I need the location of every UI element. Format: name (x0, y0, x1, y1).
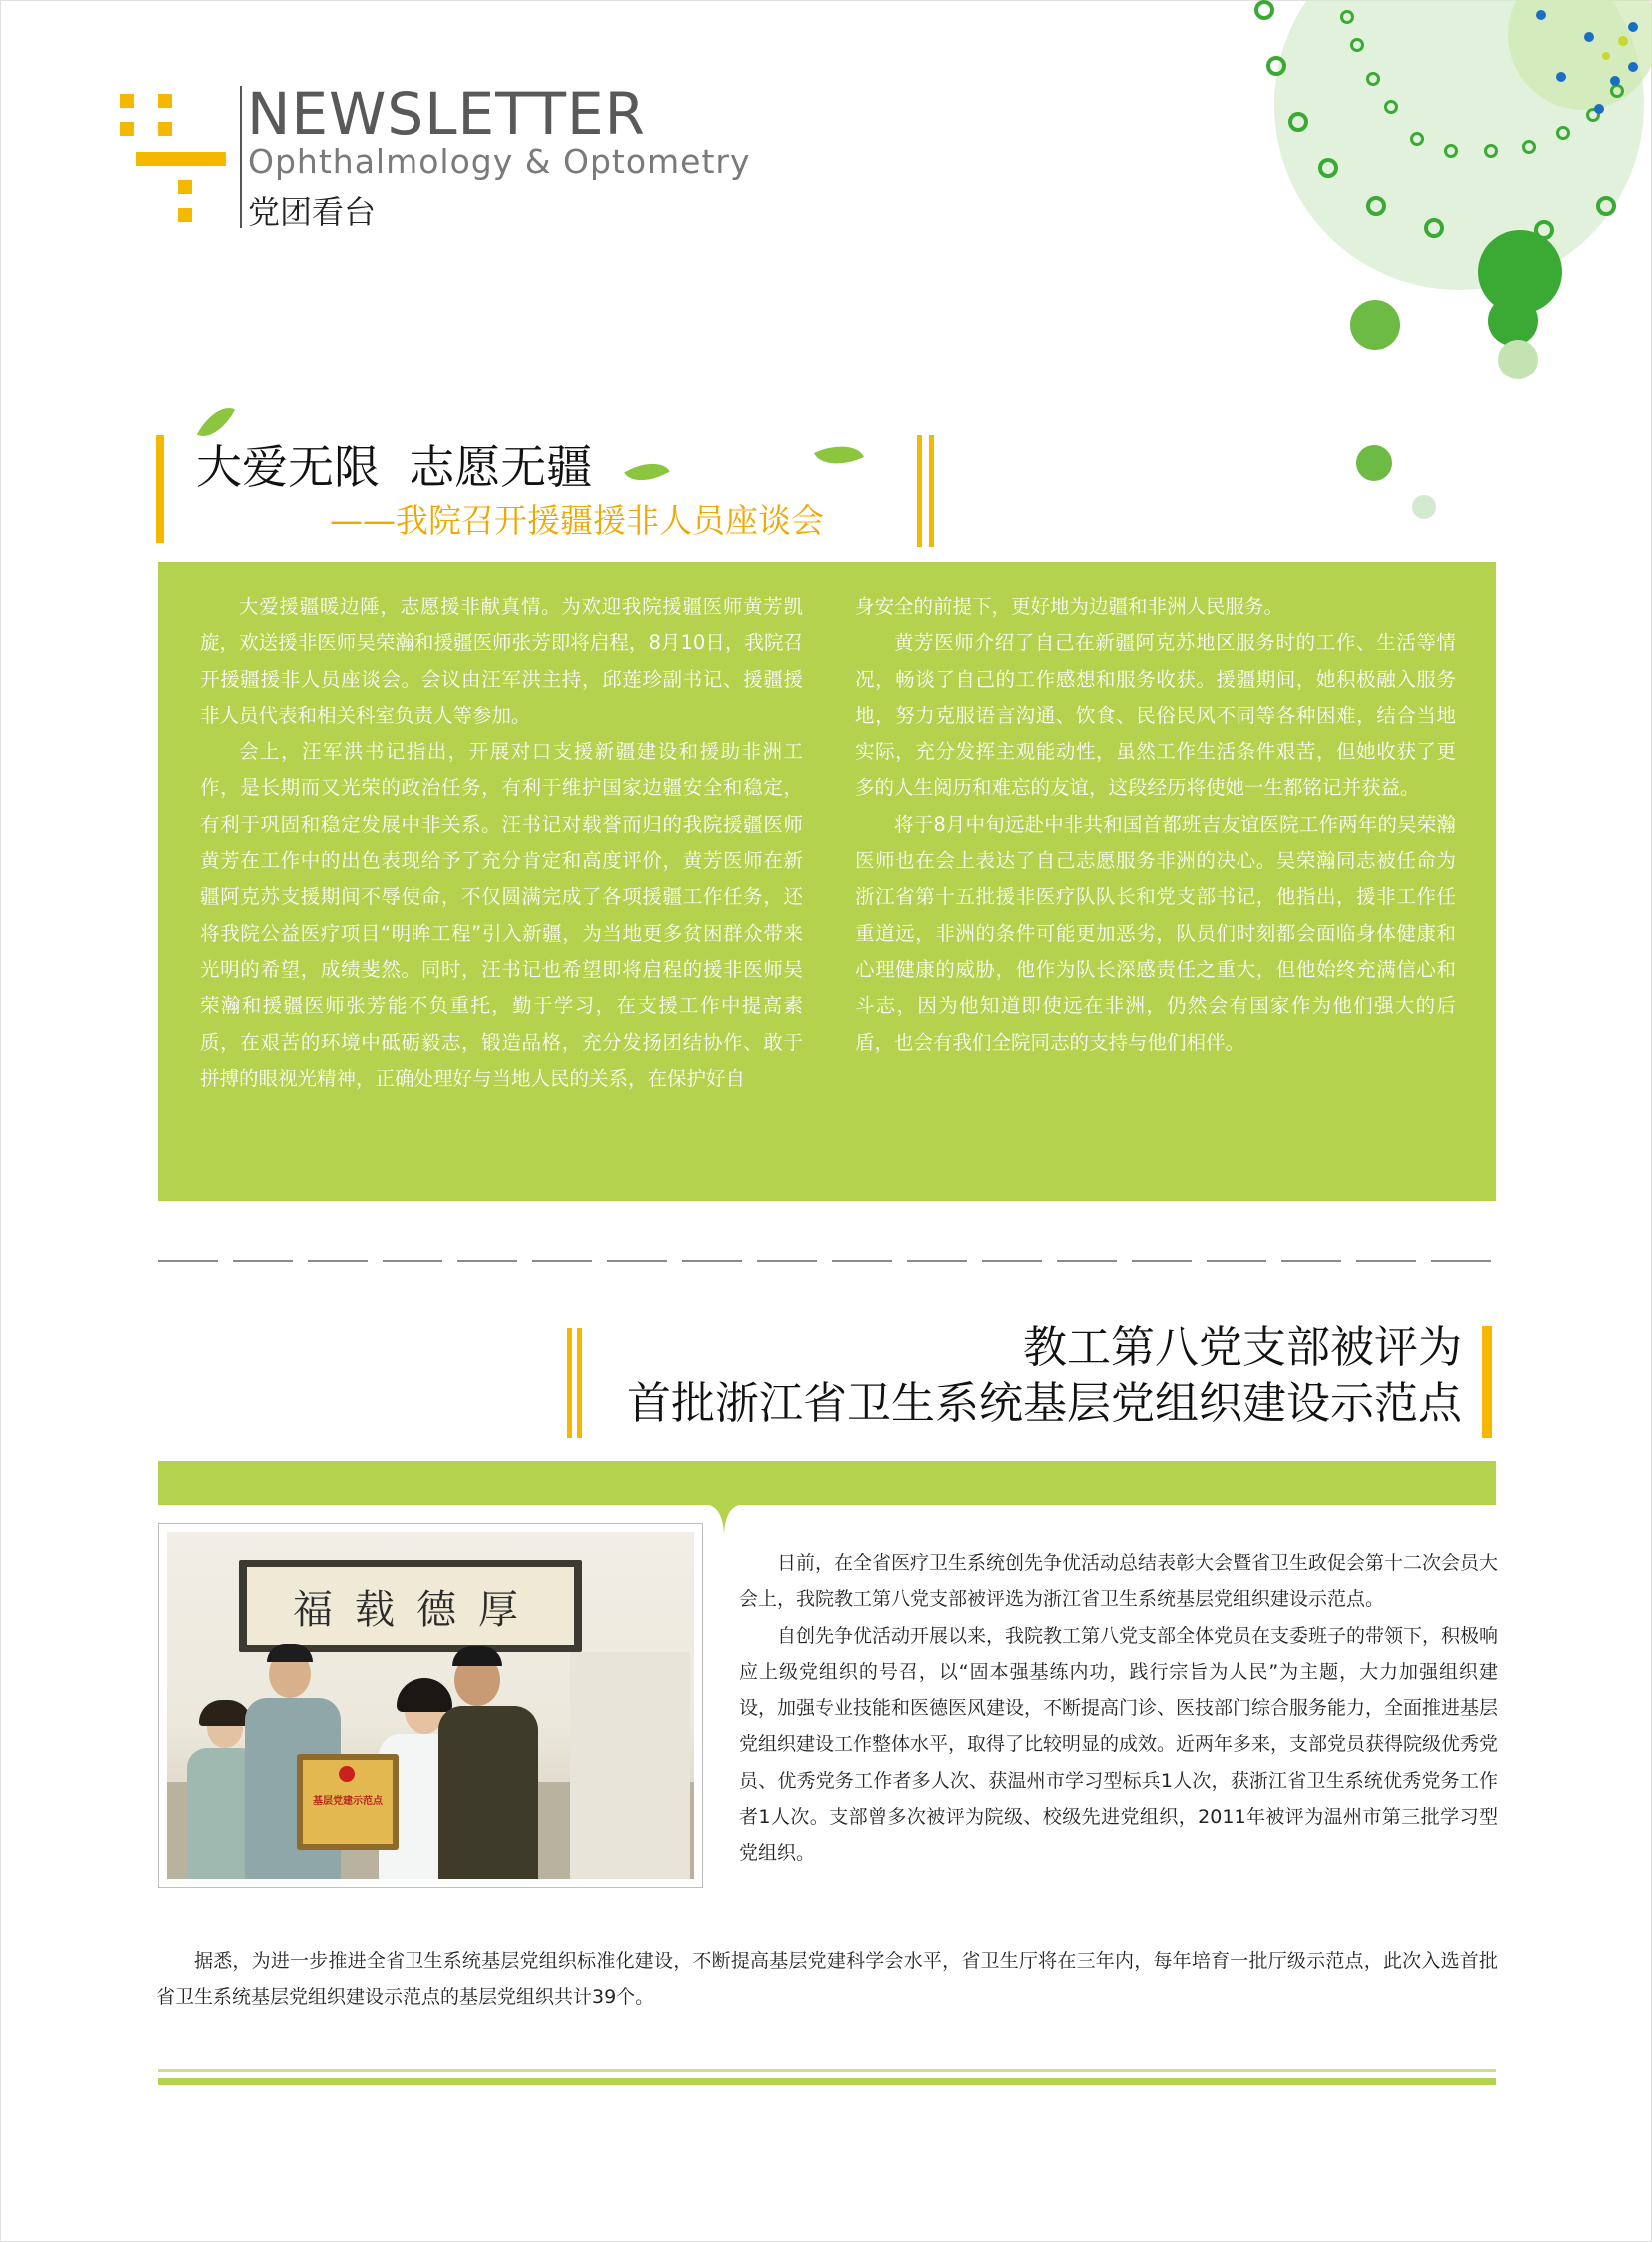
masthead-divider (240, 86, 242, 228)
paragraph: 大爱援疆暖边陲，志愿援非献真情。为欢迎我院援疆医师黄芳凯旋，欢送援非医师吴荣瀚和援疆医师张芳即将启程，8月10日，我院召开援疆援非人员座谈会。会议由汪军洪主持，邱莲珍副书记、援疆援非人员代表和相关科室负责人等参加。 (200, 595, 803, 727)
decorative-ring (1340, 10, 1354, 24)
article-header-band (158, 1461, 1496, 1505)
dash-segment (982, 1260, 1042, 1262)
title-bracket-left (156, 435, 164, 543)
decorative-dot (1602, 52, 1610, 60)
title-bracket-right (929, 435, 934, 547)
masthead-title: NEWSLETTER (247, 80, 646, 148)
paragraph: 自创先争优活动开展以来，我院教工第八党支部全体党员在支委班子的带领下，积极响应上级党组织的号召，以“固本强基练内功，践行宗旨为人民”为主题，大力加强组织建设，加强专业技能和医德医风建设，不断提高门诊、医技部门综合服务能力，全面推进基层党组织建设工作整体水平，取得了比较明显的成效。近两年多来，支部党员获得院级优秀党员、优秀党务工作者多人次、获温州市学习型标兵1人次，获浙江省卫生系统优秀党务工作者1人次。支部曾多次被评为院级、校级先进党组织，2011年被评为温州市第三批学习型党组织。 (739, 1624, 1499, 1865)
decorative-ring (1596, 196, 1616, 216)
dash-segment (233, 1260, 293, 1262)
decorative-ring (1266, 56, 1286, 76)
dash-segment (682, 1260, 742, 1262)
footer-rule (158, 2078, 1496, 2085)
dash-segment (1057, 1260, 1117, 1262)
decorative-dot (1498, 340, 1538, 379)
decorative-dot (1412, 495, 1436, 519)
decorative-dot (1536, 10, 1546, 20)
plaque-text: 基层党建示范点 (313, 1796, 383, 1807)
decorative-ring (1522, 140, 1536, 154)
photo-scene (167, 1532, 694, 1879)
dash-segment (1132, 1260, 1192, 1262)
dash-segment (1281, 1260, 1341, 1262)
decorative-ring (1318, 158, 1338, 178)
title-bracket-left (567, 1328, 572, 1438)
decorative-ring (1366, 72, 1380, 86)
dash-segment (383, 1260, 442, 1262)
decorative-dot (1628, 22, 1638, 32)
decorative-ring (1610, 84, 1624, 98)
dash-segment (1207, 1260, 1266, 1262)
decorative-ring (1350, 38, 1364, 52)
decorative-dot (1618, 36, 1628, 46)
decorative-dot (1594, 104, 1604, 114)
decorative-ring (1410, 132, 1424, 146)
dash-segment (907, 1260, 967, 1262)
decorative-dot (1584, 32, 1594, 42)
dash-segment (457, 1260, 517, 1262)
article-column-left (200, 589, 803, 1097)
section-separator (158, 1260, 1482, 1262)
dash-segment (158, 1260, 218, 1262)
article-title: 大爱无限 志愿无疆 (196, 440, 593, 494)
newsletter-logo (120, 92, 230, 232)
dash-segment (1431, 1260, 1491, 1262)
footer-rule (158, 2069, 1496, 2072)
article2-closing (156, 1943, 1498, 2016)
article2-body (739, 1545, 1498, 1871)
dash-segment (757, 1260, 817, 1262)
dash-segment (308, 1260, 368, 1262)
decorative-ring (1556, 126, 1570, 140)
decorative-dot (1488, 296, 1538, 346)
title-bracket-right (1482, 1326, 1492, 1438)
section-name: 党团看台 (248, 193, 377, 231)
article-title-line2: 首批浙江省卫生系统基层党组织建设示范点 (627, 1378, 1462, 1429)
paragraph: 将于8月中旬远赴中非共和国首都班吉友谊医院工作两年的吴荣瀚医师也在会上表达了自己志愿服务非洲的决心。吴荣瀚同志被任命为浙江省第十五批援非医疗队队长和党支部书记，他指出，援非工作任重道远，非洲的条件可能更加恶劣，队员们时刻都会面临身体健康和心理健康的威胁，他作为队长深感责任之重大，但他始终充满信心和斗志，因为他知道即使远在非洲，仍然会有国家作为他们强大的后盾，也会有我们全院同志的支持与他们相伴。 (855, 812, 1456, 1054)
article-subtitle: ——我院召开援疆援非人员座谈会 (330, 501, 824, 540)
paragraph: 黄芳医师介绍了自己在新疆阿克苏地区服务时的工作、生活等情况，畅谈了自己的工作感想和服务收获。援疆期间，她积极融入服务地，努力克服语言沟通、饮食、民俗民风不同等各种困难，结合当地实际，充分发挥主观能动性，虽然工作生活条件艰苦，但她收获了更多的人生阅历和难忘的友谊，这段经历将使她一生都铭记并获益。 (855, 631, 1456, 800)
article-column-right (855, 589, 1456, 1061)
dash-segment (607, 1260, 667, 1262)
dash-segment (532, 1260, 592, 1262)
paragraph: 据悉，为进一步推进全省卫生系统基层党组织标准化建设，不断提高基层党建科学会水平，省卫生厅将在三年内，每年培育一批厅级示范点，此次入选首批省卫生系统基层党组织建设示范点的基层党组织共计39个。 (156, 1950, 1498, 2009)
decorative-ring (1288, 112, 1308, 132)
decorative-dot (1556, 72, 1566, 82)
title-bracket-right (917, 435, 922, 547)
dash-segment (1356, 1260, 1416, 1262)
band-notch (709, 1505, 739, 1535)
decorative-ring (1366, 196, 1386, 216)
decorative-dot (1610, 76, 1620, 86)
calligraphy-text: 厚德载福 (293, 1587, 540, 1633)
decorative-ring (1424, 218, 1444, 238)
title-bracket-left (577, 1328, 582, 1438)
decorative-dot (1350, 300, 1400, 350)
article-title-line1: 教工第八党支部被评为 (1023, 1322, 1462, 1373)
decorative-dot (1356, 445, 1392, 481)
decorative-ring (1444, 144, 1458, 158)
decorative-ring (1254, 0, 1274, 20)
paragraph: 身安全的前提下，更好地为边疆和非洲人民服务。 (855, 595, 1284, 618)
dash-segment (832, 1260, 892, 1262)
masthead-subtitle: Ophthalmology & Optometry (248, 142, 751, 181)
decorative-ring (1484, 144, 1498, 158)
award-photo (158, 1523, 703, 1888)
paragraph: 会上，汪军洪书记指出，开展对口支援新疆建设和援助非洲工作，是长期而又光荣的政治任务，有利于维护国家边疆安全和稳定，有利于巩固和稳定发展中非关系。汪书记对载誉而归的我院援疆医师黄芳在工作中的出色表现给予了充分肯定和高度评价，黄芳医师在新疆阿克苏支援期间不辱使命，不仅圆满完成了各项援疆工作任务，还将我院公益医疗项目“明眸工程”引入新疆，为当地更多贫困群众带来光明的希望，成绩斐然。同时，汪书记也希望即将启程的援非医师吴荣瀚和援疆医师张芳能不负重托，勤于学习，在支援工作中提高素质，在艰苦的环境中砥砺毅志，锻造品格，充分发扬团结协作、敢于拼搏的眼视光精神，正确处理好与当地人民的关系，在保护好自 (200, 740, 803, 1090)
paragraph: 日前，在全省医疗卫生系统创先争优活动总结表彰大会暨省卫生政促会第十二次会员大会上，我院教工第八党支部被评选为浙江省卫生系统基层党组织建设示范点。 (739, 1552, 1499, 1611)
decorative-dot (1628, 62, 1638, 72)
decorative-ring (1384, 100, 1398, 114)
